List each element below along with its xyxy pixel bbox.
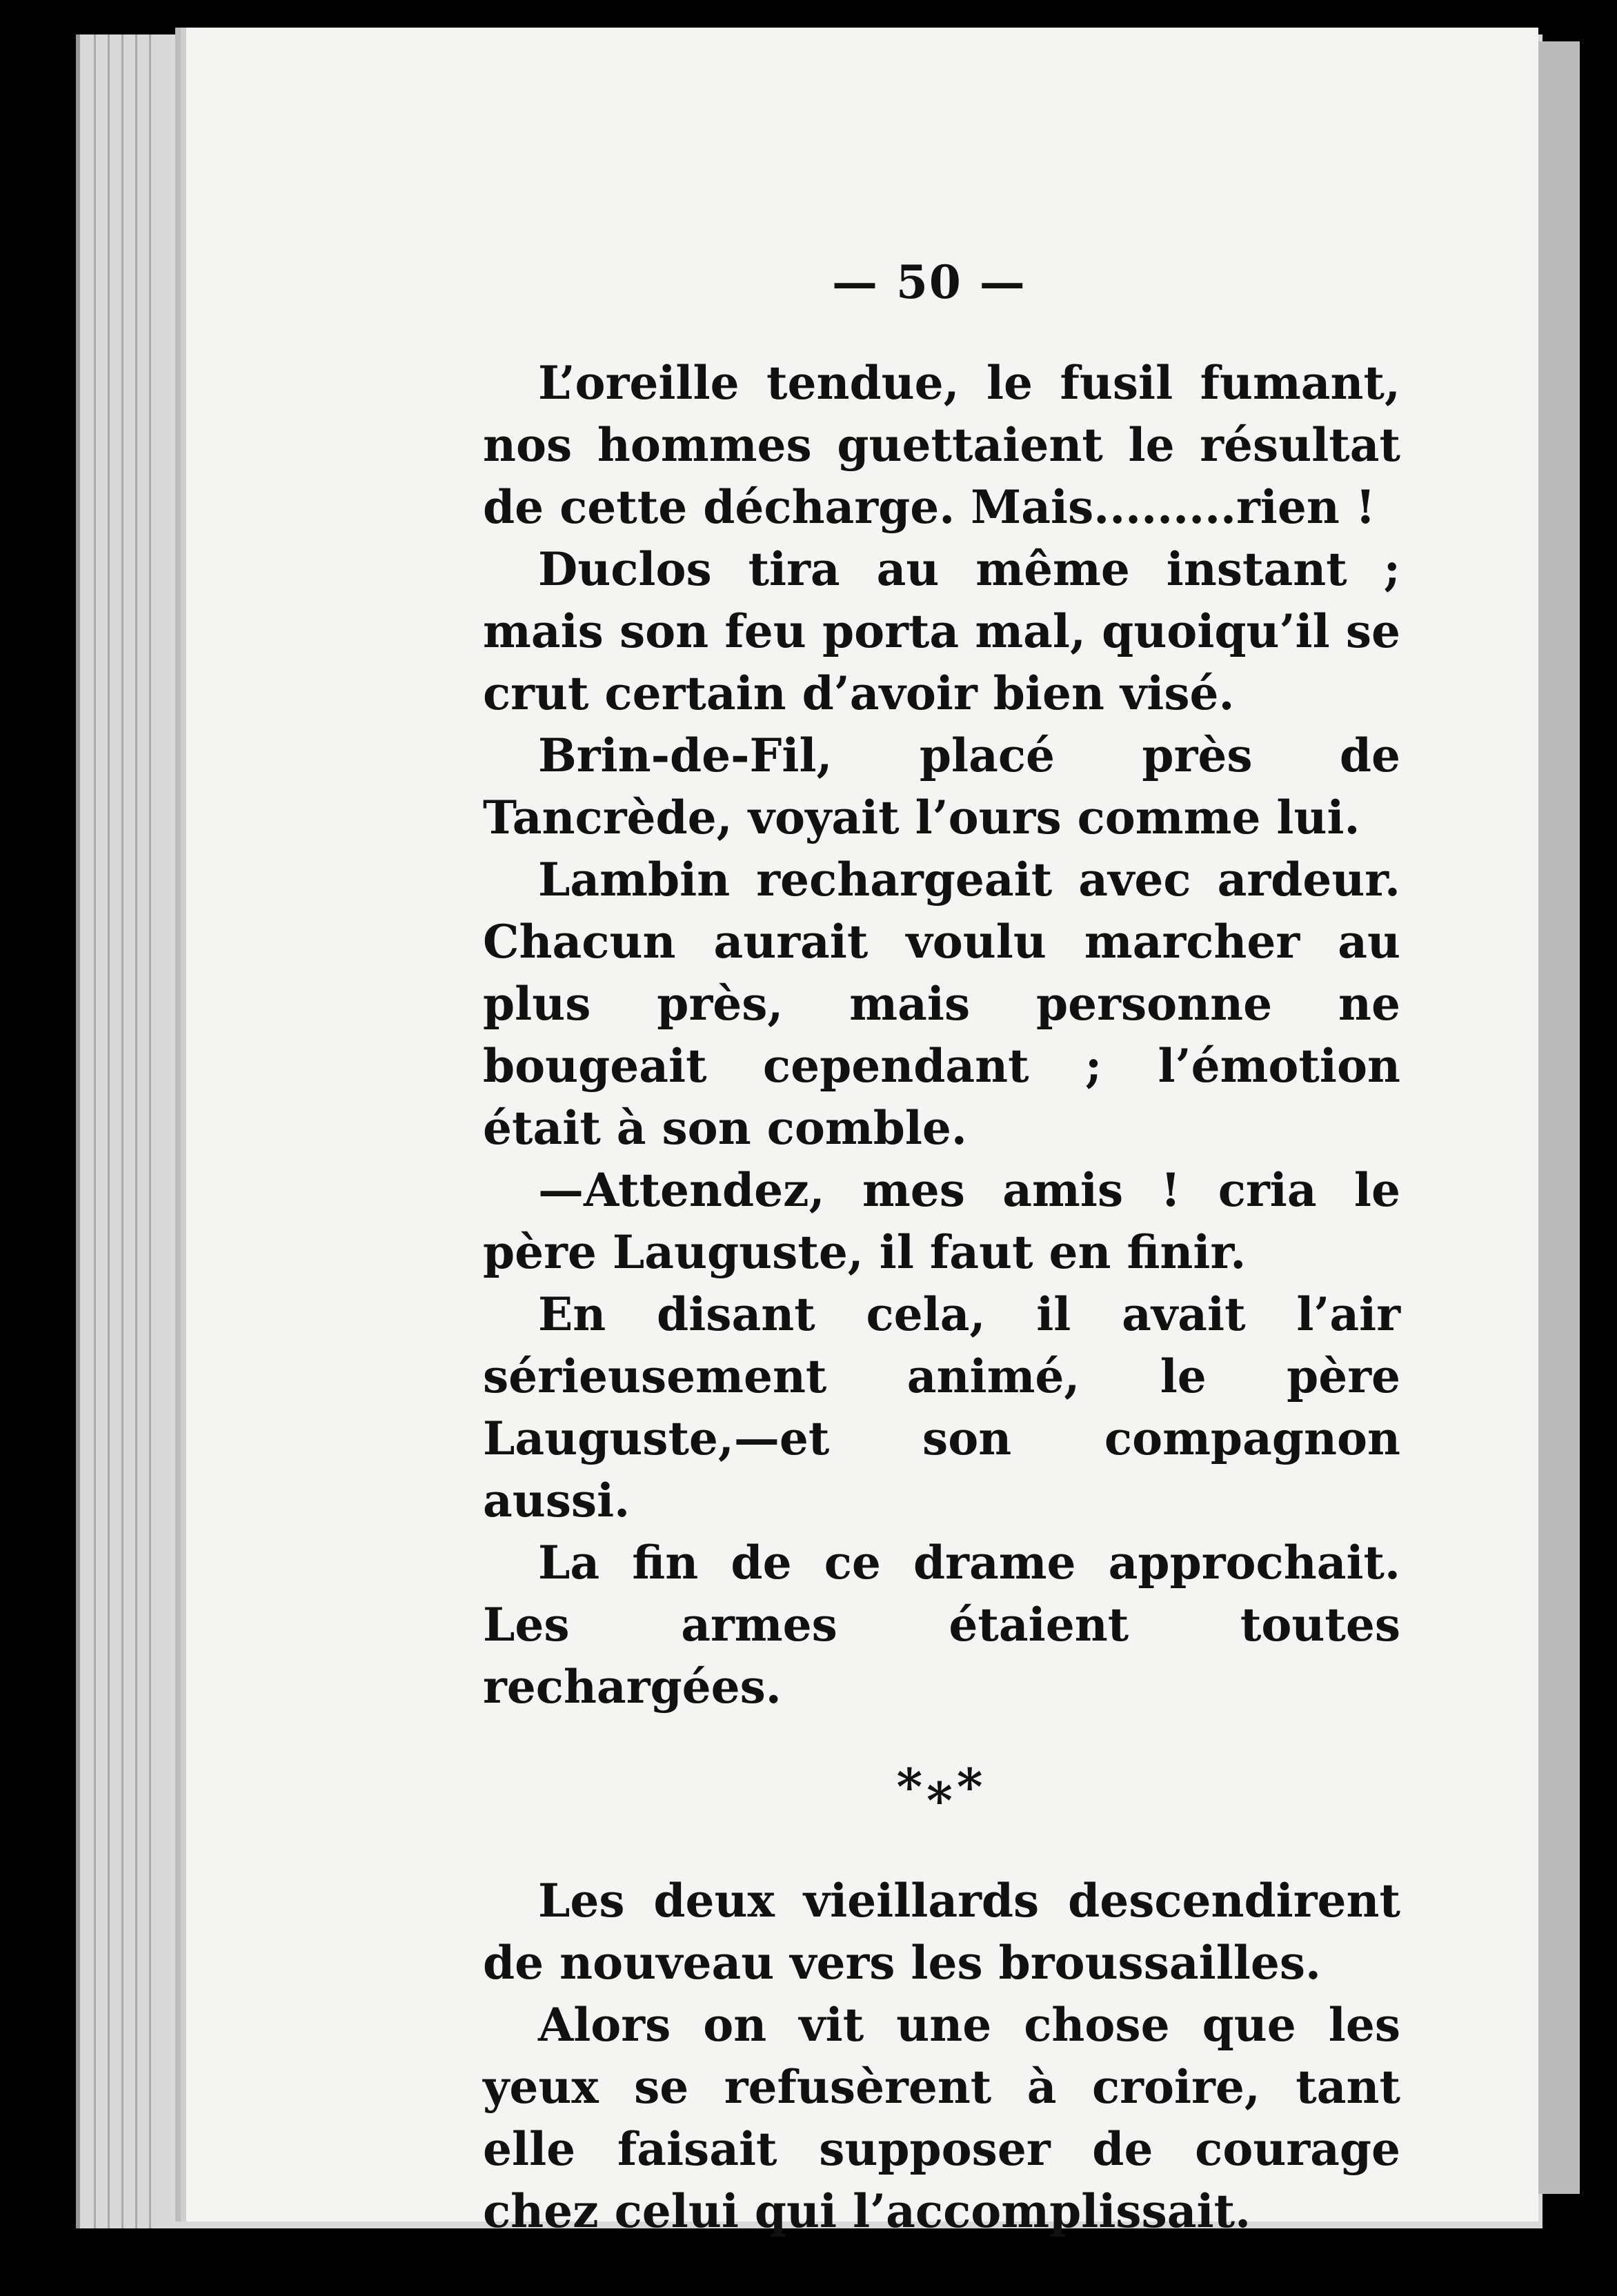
page-edge [149, 34, 151, 2228]
paragraph: La fin de ce drame approchait. Les armes étaient toutes rechargées. [483, 1536, 1400, 1714]
paragraph: Lambin rechargeait avec ardeur. Chacun aurait voulu marcher au plus près, mais personne ne bougeait cependant ; l’émotion était à son comble. [483, 853, 1400, 1155]
separator-star: * [926, 1771, 957, 1830]
separator-star: * [896, 1757, 927, 1816]
paragraph: Duclos tira au même instant ; mais son feu porta mal, quoiqu’il se crut certain d’avoir bien visé. [483, 542, 1400, 720]
page-edge [108, 34, 110, 2228]
paragraph: L’oreille tendue, le fusil fumant, nos hommes guettaient le résultat de cette décharge. Mais.........rien ! [483, 356, 1400, 534]
page-number: — 50 — [832, 255, 1026, 309]
page-text [483, 352, 1400, 2242]
paragraph: Les deux vieillards descendirent de nouveau vers les broussailles. [483, 1874, 1400, 1990]
paragraph: —Attendez, mes amis ! cria le père Lauguste, il faut en finir. [483, 1163, 1400, 1279]
page-edge [135, 34, 137, 2228]
page-edge [121, 34, 123, 2228]
paragraph: En disant cela, il avait l’air sérieusement animé, le père Lauguste,—et son compagnon aussi. [483, 1287, 1400, 1527]
facing-page-edge [1538, 41, 1580, 2194]
section-separator [483, 1745, 1400, 1828]
paragraph: Alors on vit une chose que les yeux se refusèrent à croire, tant elle faisait supposer de courage chez celui qui l’accomplissait. [483, 1998, 1400, 2238]
paragraph: Brin-de-Fil, placé près de Tancrède, voyait l’ours comme lui. [483, 729, 1400, 844]
separator-star: * [956, 1757, 987, 1816]
page-edge [94, 34, 96, 2228]
